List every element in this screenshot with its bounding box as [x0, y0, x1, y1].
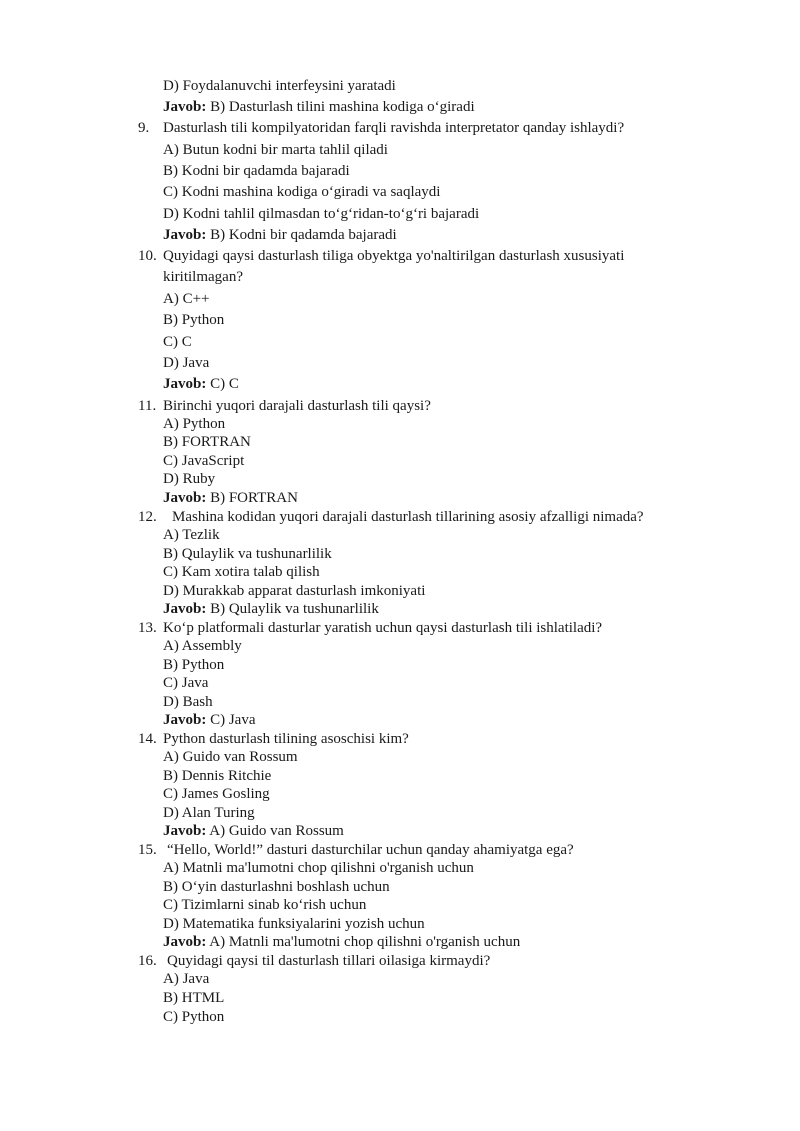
question-number: 9. — [138, 120, 150, 136]
answer-label: Javob: — [163, 376, 207, 392]
option-c: C) James Gosling — [163, 786, 270, 802]
option-b: B) O‘yin dasturlashni boshlash uchun — [163, 879, 390, 895]
option-b: B) Kodni bir qadamda bajaradi — [163, 163, 350, 179]
question-number: 13. — [138, 620, 157, 636]
question-number: 14. — [138, 731, 157, 747]
answer-label: Javob: — [163, 227, 207, 243]
option-d: D) Ruby — [163, 471, 216, 487]
answer-line — [163, 98, 475, 116]
answer-line — [163, 226, 397, 244]
answer-label: Javob: — [163, 99, 207, 115]
question-text: Ko‘p platformali dasturlar yaratish uchun qaysi dasturlash tili ishlatiladi? — [163, 620, 603, 636]
option-d: D) Kodni tahlil qilmasdan to‘g‘ridan-to‘g‘ri bajaradi — [163, 206, 480, 222]
question-text-continued: kiritilmagan? — [163, 269, 243, 285]
answer-text: B) Kodni bir qadamda bajaradi — [206, 227, 397, 243]
answer-line — [163, 933, 520, 951]
option-d: D) Murakkab apparat dasturlash imkoniyati — [163, 583, 426, 599]
question-text: Quyidagi qaysi til dasturlash tillari oilasiga kirmaydi? — [167, 953, 491, 969]
question-number: 15. — [138, 842, 157, 858]
option-d: D) Alan Turing — [163, 805, 255, 821]
option-c: C) Python — [163, 1009, 225, 1025]
answer-line — [163, 600, 379, 618]
answer-text: A) Guido van Rossum — [206, 823, 344, 839]
option-a: A) Butun kodni bir marta tahlil qiladi — [163, 142, 388, 158]
question-text: “Hello, World!” dasturi dasturchilar uchun qanday ahamiyatga ega? — [167, 842, 574, 858]
answer-line — [163, 375, 239, 393]
answer-line — [163, 822, 344, 840]
option-d: D) Foydalanuvchi interfeysini yaratadi — [163, 78, 396, 94]
question-text: Birinchi yuqori darajali dasturlash tili qaysi? — [163, 398, 431, 414]
option-a: A) C++ — [163, 291, 210, 307]
option-a: A) Guido van Rossum — [163, 749, 298, 765]
answer-label: Javob: — [163, 490, 207, 506]
answer-text: B) FORTRAN — [206, 490, 298, 506]
question-number: 16. — [138, 953, 157, 969]
answer-line — [163, 711, 256, 729]
answer-text: B) Dasturlash tilini mashina kodiga o‘giradi — [206, 99, 475, 115]
question-text: Python dasturlash tilining asoschisi kim? — [163, 731, 409, 747]
answer-label: Javob: — [163, 934, 207, 950]
option-a: A) Tezlik — [163, 527, 220, 543]
answer-label: Javob: — [163, 712, 207, 728]
option-a: A) Python — [163, 416, 226, 432]
option-c: C) Java — [163, 675, 209, 691]
question-number: 12. — [138, 509, 157, 525]
question-text: Quyidagi qaysi dasturlash tiliga obyektga yo'naltirilgan dasturlash xususiyati — [163, 248, 625, 264]
answer-line — [163, 489, 298, 507]
option-b: B) FORTRAN — [163, 434, 251, 450]
option-a: A) Matnli ma'lumotni chop qilishni o'rganish uchun — [163, 860, 474, 876]
answer-text: C) C — [206, 376, 239, 392]
option-b: B) Qulaylik va tushunarlilik — [163, 546, 332, 562]
option-d: D) Java — [163, 355, 210, 371]
question-text: Mashina kodidan yuqori darajali dasturlash tillarining asosiy afzalligi nimada? — [172, 509, 644, 525]
option-a: A) Assembly — [163, 638, 242, 654]
answer-label: Javob: — [163, 823, 207, 839]
option-a: A) Java — [163, 971, 210, 987]
question-text: Dasturlash tili kompilyatoridan farqli ravishda interpretator qanday ishlaydi? — [163, 120, 625, 136]
option-b: B) Python — [163, 657, 225, 673]
option-c: C) Tizimlarni sinab ko‘rish uchun — [163, 897, 367, 913]
option-c: C) JavaScript — [163, 453, 245, 469]
question-number: 10. — [138, 248, 157, 264]
option-c: C) Kam xotira talab qilish — [163, 564, 320, 580]
answer-text: A) Matnli ma'lumotni chop qilishni o'rganish uchun — [206, 934, 521, 950]
answer-label: Javob: — [163, 601, 207, 617]
option-b: B) Python — [163, 312, 225, 328]
option-c: C) C — [163, 334, 192, 350]
question-number: 11. — [138, 398, 157, 414]
option-d: D) Bash — [163, 694, 213, 710]
option-b: B) HTML — [163, 990, 225, 1006]
answer-text: C) Java — [206, 712, 256, 728]
option-d: D) Matematika funksiyalarini yozish uchun — [163, 916, 425, 932]
option-b: B) Dennis Ritchie — [163, 768, 272, 784]
answer-text: B) Qulaylik va tushunarlilik — [206, 601, 379, 617]
option-c: C) Kodni mashina kodiga o‘giradi va saqlaydi — [163, 184, 441, 200]
